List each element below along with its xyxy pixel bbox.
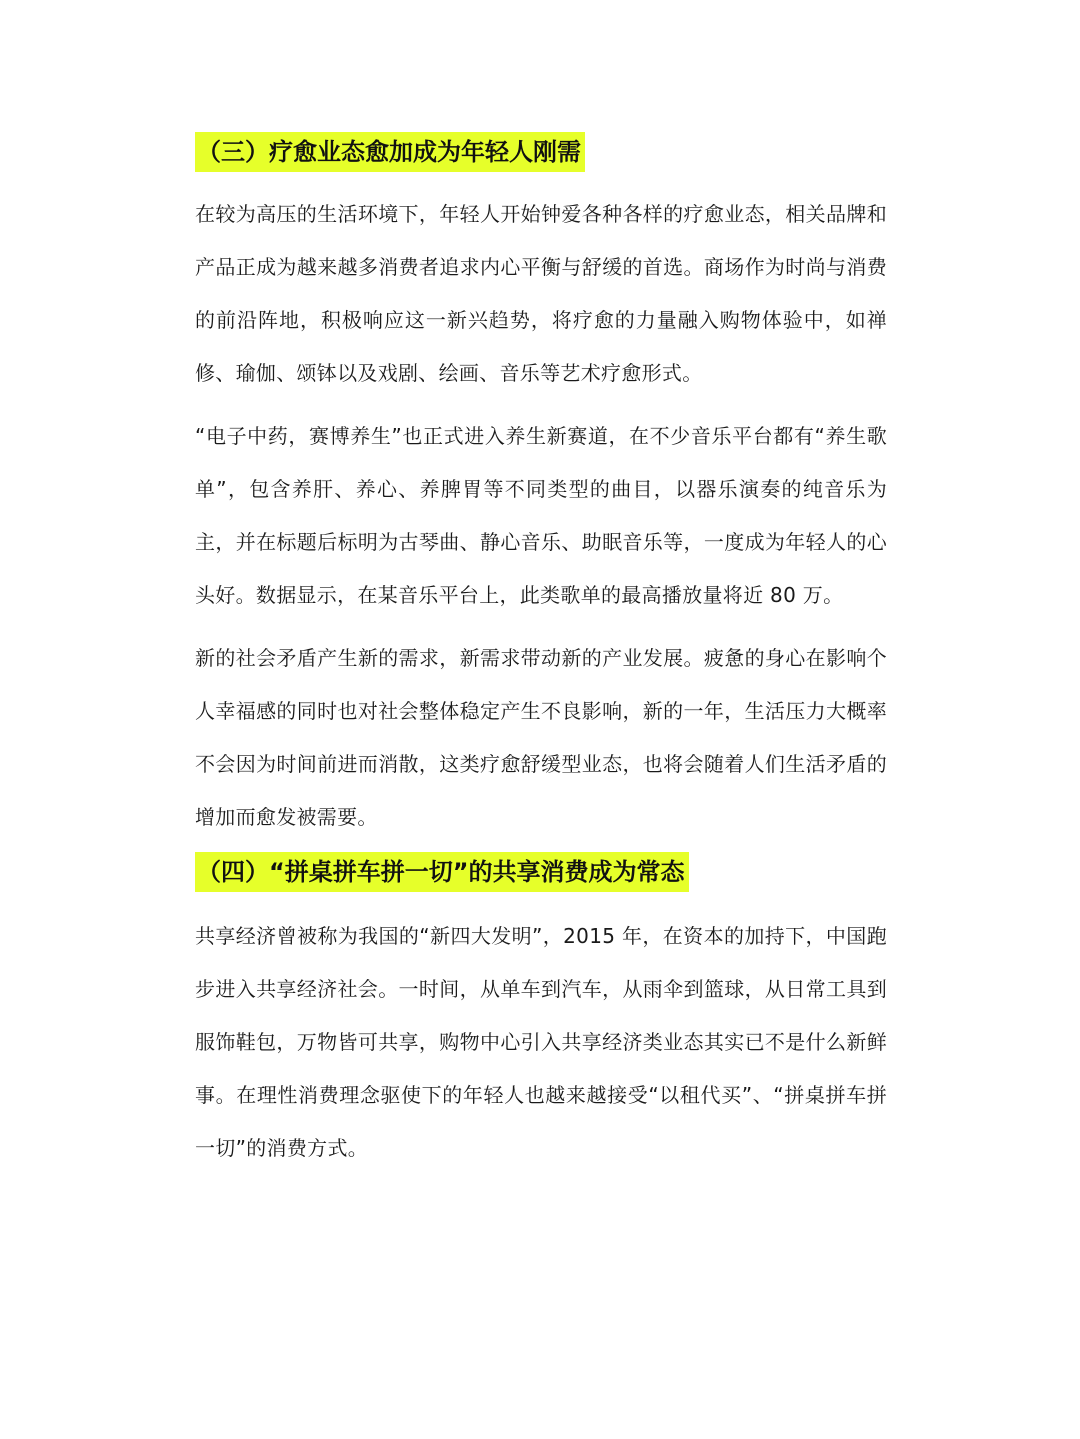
paragraph: “电子中药，赛博养生”也正式进入养生新赛道，在不少音乐平台都有“养生歌单”，包含养肝、养心、养脾胃等不同类型的曲目，以器乐演奏的纯音乐为主，并在标题后标明为古琴曲、静心音乐、助眠音乐等，一度成为年轻人的心头好。数据显示，在某音乐平台上，此类歌单的最高播放量将近 80 万。	[195, 424, 887, 607]
document-page	[195, 132, 887, 1175]
paragraph: 在较为高压的生活环境下，年轻人开始钟爱各种各样的疗愈业态，相关品牌和产品正成为越来越多消费者追求内心平衡与舒缓的首选。商场作为时尚与消费的前沿阵地，积极响应这一新兴趋势，将疗愈的力量融入购物体验中，如禅修、瑜伽、颂钵以及戏剧、绘画、音乐等艺术疗愈形式。	[195, 202, 887, 385]
paragraph: 共享经济曾被称为我国的“新四大发明”，2015 年，在资本的加持下，中国跑步进入共享经济社会。一时间，从单车到汽车，从雨伞到篮球，从日常工具到服饰鞋包，万物皆可共享，购物中心引入共享经济类业态其实已不是什么新鲜事。在理性消费理念驱使下的年轻人也越来越接受“以租代买”、“拼桌拼车拼一切”的消费方式。	[195, 924, 887, 1160]
section-heading: （四）“拼桌拼车拼一切”的共享消费成为常态	[195, 852, 689, 892]
section-healing	[195, 132, 887, 844]
section-sharing	[195, 844, 887, 1175]
section-heading: （三）疗愈业态愈加成为年轻人刚需	[195, 132, 585, 172]
paragraph: 新的社会矛盾产生新的需求，新需求带动新的产业发展。疲惫的身心在影响个人幸福感的同时也对社会整体稳定产生不良影响，新的一年，生活压力大概率不会因为时间前进而消散，这类疗愈舒缓型业态，也将会随着人们生活矛盾的增加而愈发被需要。	[195, 646, 887, 829]
